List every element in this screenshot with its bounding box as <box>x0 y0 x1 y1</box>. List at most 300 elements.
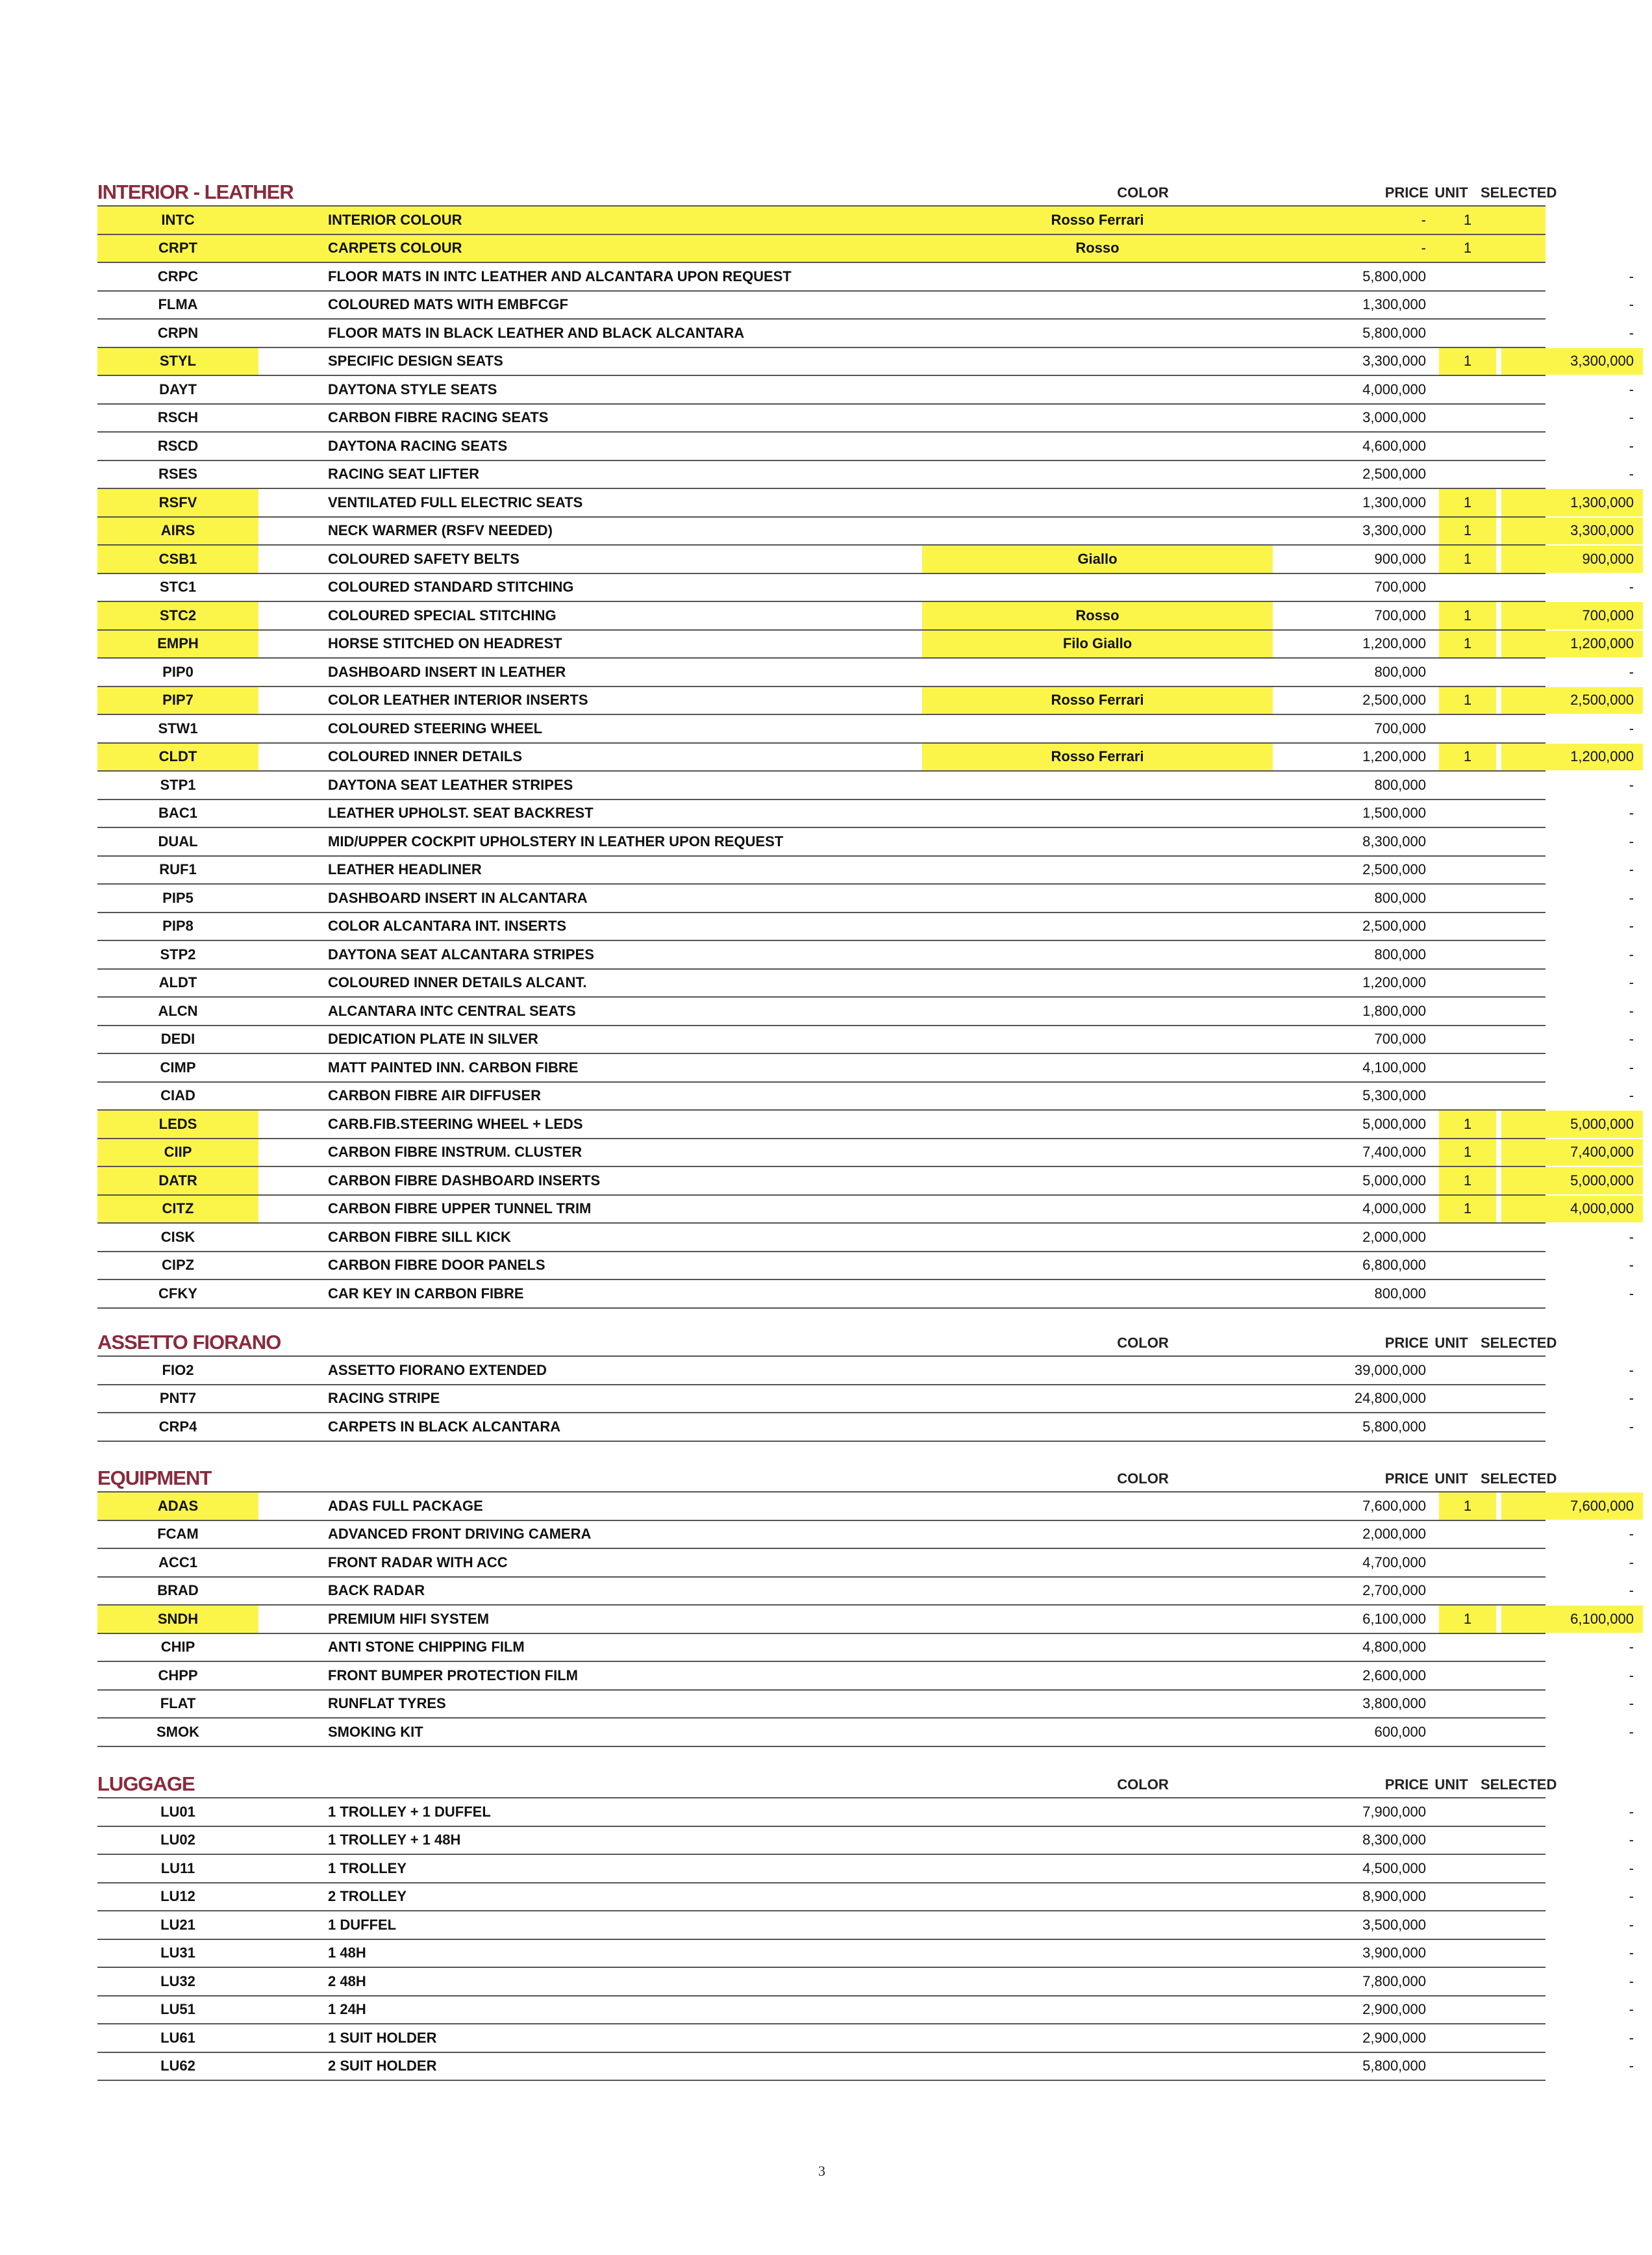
option-description: PREMIUM HIFI SYSTEM <box>328 1610 490 1627</box>
option-color <box>922 828 1273 855</box>
option-color <box>922 1549 1273 1576</box>
option-price: 3,900,000 <box>1362 1945 1426 1961</box>
option-selected-total: - <box>1629 1285 1634 1302</box>
option-color <box>922 1662 1273 1689</box>
option-color <box>922 1719 1273 1746</box>
option-code: LU62 <box>160 2058 195 2074</box>
option-description: COLOURED SPECIAL STITCHING <box>328 607 557 624</box>
option-description: COLOURED SAFETY BELTS <box>328 550 519 567</box>
option-selected-total: - <box>1629 1667 1634 1683</box>
option-color <box>922 1606 1273 1633</box>
option-description: CARPETS COLOUR <box>328 240 462 257</box>
option-color <box>922 2053 1273 2080</box>
option-price: 2,500,000 <box>1362 918 1426 935</box>
option-row <box>97 1222 1634 1251</box>
column-header-color: COLOR <box>1117 1776 1169 1793</box>
option-row <box>97 827 1634 855</box>
option-unit <box>1439 461 1496 488</box>
option-price: 6,800,000 <box>1362 1257 1426 1274</box>
option-color <box>922 1578 1273 1605</box>
option-code: BRAD <box>157 1582 199 1599</box>
option-selected-total <box>1501 235 1643 262</box>
option-price: 8,300,000 <box>1362 833 1426 850</box>
column-header-selected: SELECTED <box>1481 1335 1557 1351</box>
option-row <box>97 403 1634 432</box>
option-unit <box>1439 1662 1496 1689</box>
option-unit <box>1439 800 1496 827</box>
option-code: CIMP <box>160 1059 196 1076</box>
option-code: CHIP <box>160 1639 195 1656</box>
option-unit <box>1439 2024 1496 2052</box>
option-color <box>922 772 1273 799</box>
option-selected-total: - <box>1629 466 1634 483</box>
option-price: 4,000,000 <box>1362 1200 1426 1217</box>
option-code: CRP4 <box>158 1418 197 1435</box>
option-description: COLOURED INNER DETAILS <box>328 748 523 765</box>
option-price: 1,200,000 <box>1362 635 1426 652</box>
option-color <box>922 574 1273 601</box>
option-selected-total: - <box>1629 1888 1634 1905</box>
option-row <box>97 714 1634 742</box>
option-price: 6,100,000 <box>1362 1610 1426 1627</box>
option-price: 800,000 <box>1374 663 1426 680</box>
option-selected-total: - <box>1629 663 1634 680</box>
option-selected-total: - <box>1629 2001 1634 2018</box>
option-unit <box>1439 1911 1496 1939</box>
option-description: 1 TROLLEY + 1 48H <box>328 1832 461 1848</box>
column-header-color: COLOR <box>1117 1335 1169 1351</box>
option-code: PNT7 <box>159 1390 197 1407</box>
option-selected-total: - <box>1629 1639 1634 1656</box>
option-row <box>97 375 1634 403</box>
option-selected-total: - <box>1629 1859 1634 1876</box>
option-color <box>922 1252 1273 1279</box>
option-unit: 1 <box>1463 211 1472 228</box>
option-color <box>922 1026 1273 1053</box>
section-header <box>97 1769 1557 1797</box>
option-unit <box>1439 1280 1496 1307</box>
option-row <box>97 1995 1634 2024</box>
option-color <box>922 320 1273 347</box>
option-description: 2 SUIT HOLDER <box>328 2058 437 2074</box>
option-selected-total: 900,000 <box>1501 546 1643 573</box>
option-color: Giallo <box>922 546 1273 573</box>
option-table <box>97 1491 1634 1747</box>
option-unit <box>1439 1940 1496 1967</box>
option-description: COLOURED MATS WITH EMBFCGF <box>328 296 568 313</box>
option-row <box>97 1520 1634 1548</box>
option-selected-total: - <box>1629 805 1634 822</box>
option-selected-total: - <box>1629 1916 1634 1933</box>
option-price: 8,900,000 <box>1362 1888 1426 1905</box>
option-color <box>922 885 1273 912</box>
option-description: MID/UPPER COCKPIT UPHOLSTERY IN LEATHER UPON REQUEST <box>328 833 784 850</box>
option-code: STP2 <box>160 946 196 963</box>
option-row <box>97 883 1634 912</box>
option-row <box>97 347 1634 375</box>
option-row <box>97 573 1634 601</box>
option-description: ASSETTO FIORANO EXTENDED <box>328 1361 547 1378</box>
option-selected-total: - <box>1629 1695 1634 1712</box>
option-color <box>922 376 1273 403</box>
option-color <box>922 1911 1273 1939</box>
option-selected-total: - <box>1629 1582 1634 1599</box>
option-description: CAR KEY IN CARBON FIBRE <box>328 1285 524 1302</box>
option-description: 1 24H <box>328 2001 366 2018</box>
option-row <box>97 742 1634 771</box>
option-price: 700,000 <box>1374 720 1426 737</box>
option-row <box>97 262 1634 290</box>
option-description: CARBON FIBRE RACING SEATS <box>328 409 549 426</box>
option-row <box>97 1576 1634 1605</box>
option-unit <box>1439 857 1496 884</box>
option-unit: 1 <box>1439 1196 1496 1223</box>
section-header <box>97 1327 1557 1355</box>
option-unit: 1 <box>1439 744 1496 771</box>
option-selected-total: 1,200,000 <box>1501 744 1643 771</box>
option-unit <box>1439 828 1496 855</box>
option-selected-total: - <box>1629 861 1634 878</box>
option-code: LU12 <box>160 1888 195 1905</box>
option-description: 2 48H <box>328 1972 366 1989</box>
option-color <box>922 1224 1273 1251</box>
option-unit <box>1439 1968 1496 1995</box>
option-selected-total: 2,500,000 <box>1501 687 1643 714</box>
option-color <box>922 970 1273 997</box>
option-price: - <box>1421 211 1426 228</box>
option-row <box>97 1633 1634 1661</box>
option-description: CARBON FIBRE UPPER TUNNEL TRIM <box>328 1200 592 1217</box>
option-price: 700,000 <box>1374 579 1426 596</box>
option-code: CFKY <box>158 1285 197 1302</box>
option-selected-total: 5,000,000 <box>1501 1111 1643 1138</box>
option-description: INTERIOR COLOUR <box>328 211 462 228</box>
option-row <box>97 1910 1634 1939</box>
option-color <box>922 659 1273 686</box>
option-unit <box>1439 1083 1496 1110</box>
option-description: CARBON FIBRE AIR DIFFUSER <box>328 1087 541 1104</box>
option-price: - <box>1421 240 1426 257</box>
option-row <box>97 657 1634 686</box>
option-price: 4,800,000 <box>1362 1639 1426 1656</box>
option-selected-total: 5,000,000 <box>1501 1167 1643 1194</box>
option-unit <box>1439 320 1496 347</box>
option-unit <box>1439 1719 1496 1746</box>
option-price: 3,300,000 <box>1362 522 1426 539</box>
option-description: CARB.FIB.STEERING WHEEL + LEDS <box>328 1115 583 1132</box>
option-description: DASHBOARD INSERT IN ALCANTARA <box>328 889 588 906</box>
option-price: 800,000 <box>1374 946 1426 963</box>
option-unit <box>1439 1026 1496 1053</box>
option-description: COLOR ALCANTARA INT. INSERTS <box>328 918 567 935</box>
option-color <box>922 1997 1273 2024</box>
option-price: 7,900,000 <box>1362 1803 1426 1820</box>
option-code: DATR <box>97 1167 258 1194</box>
option-unit <box>1439 1413 1496 1441</box>
option-row <box>97 1138 1634 1166</box>
option-row <box>97 770 1634 799</box>
option-color <box>922 1139 1273 1166</box>
option-color <box>922 1521 1273 1548</box>
option-price: 800,000 <box>1374 889 1426 906</box>
option-selected-total: - <box>1629 833 1634 850</box>
option-code: AIRS <box>97 518 258 545</box>
option-description: SMOKING KIT <box>328 1723 423 1740</box>
option-row <box>97 1854 1634 1882</box>
section-assetto-fiorano <box>97 1327 1634 1442</box>
option-unit <box>1439 1827 1496 1854</box>
option-selected-total: 3,300,000 <box>1501 518 1643 545</box>
option-description: ALCANTARA INTC CENTRAL SEATS <box>328 1002 576 1019</box>
option-description: COLOURED STANDARD STITCHING <box>328 579 574 596</box>
option-selected-total: - <box>1629 2058 1634 2074</box>
option-selected-total: - <box>1629 1390 1634 1407</box>
option-table <box>97 1797 1634 2081</box>
option-selected-total: - <box>1629 918 1634 935</box>
option-row <box>97 516 1634 545</box>
option-row <box>97 1355 1634 1384</box>
option-code: LU32 <box>160 1972 195 1989</box>
option-unit <box>1439 1798 1496 1826</box>
column-header-selected: SELECTED <box>1481 1470 1557 1487</box>
option-row <box>97 996 1634 1025</box>
option-unit <box>1439 1054 1496 1081</box>
option-description: CARBON FIBRE DOOR PANELS <box>328 1257 545 1274</box>
option-color <box>922 1827 1273 1854</box>
option-price: 2,000,000 <box>1362 1228 1426 1245</box>
option-selected-total: 1,300,000 <box>1501 489 1643 516</box>
option-price: 1,300,000 <box>1362 296 1426 313</box>
option-price: 3,000,000 <box>1362 409 1426 426</box>
option-selected-total: - <box>1629 1832 1634 1848</box>
option-row <box>97 1109 1634 1138</box>
option-selected-total: - <box>1629 324 1634 341</box>
option-row <box>97 1797 1634 1826</box>
option-color <box>922 1493 1273 1520</box>
option-price: 4,000,000 <box>1362 381 1426 397</box>
option-price: 3,300,000 <box>1362 353 1426 370</box>
option-code: ADAS <box>97 1493 258 1520</box>
option-color <box>922 913 1273 940</box>
option-code: LU51 <box>160 2001 195 2018</box>
option-code: EMPH <box>97 631 258 658</box>
option-code: RSES <box>158 466 197 483</box>
option-color <box>922 1855 1273 1882</box>
option-price: 2,700,000 <box>1362 1582 1426 1599</box>
option-row <box>97 2023 1634 2052</box>
section-equipment <box>97 1463 1634 1747</box>
option-row <box>97 1661 1634 1689</box>
option-row <box>97 1384 1634 1413</box>
option-price: 2,000,000 <box>1362 1526 1426 1543</box>
option-unit <box>1439 659 1496 686</box>
option-price: 1,500,000 <box>1362 805 1426 822</box>
option-code: SNDH <box>97 1606 258 1633</box>
option-price: 2,600,000 <box>1362 1667 1426 1683</box>
option-row <box>97 431 1634 460</box>
option-selected-total: 3,300,000 <box>1501 348 1643 375</box>
option-row <box>97 968 1634 997</box>
option-code: DUAL <box>158 833 198 850</box>
option-unit <box>1439 1549 1496 1576</box>
option-color <box>922 857 1273 884</box>
option-unit: 1 <box>1439 546 1496 573</box>
option-price: 39,000,000 <box>1354 1361 1426 1378</box>
option-code: CISK <box>160 1228 195 1245</box>
option-code: LEDS <box>97 1111 258 1138</box>
option-color <box>922 1968 1273 1995</box>
option-code: ALDT <box>158 974 197 991</box>
option-description: RACING SEAT LIFTER <box>328 466 480 483</box>
section-header <box>97 177 1557 205</box>
option-row <box>97 1053 1634 1081</box>
option-row <box>97 629 1634 658</box>
option-selected-total: - <box>1629 1723 1634 1740</box>
column-header-price: PRICE <box>1384 1335 1429 1351</box>
option-color: Rosso <box>922 602 1273 629</box>
option-code: BAC1 <box>158 805 197 822</box>
section-title: LUGGAGE <box>97 1772 195 1795</box>
option-color: Rosso <box>1075 240 1120 257</box>
option-code: LU21 <box>160 1916 195 1933</box>
page-number: 3 <box>818 2163 825 2179</box>
option-code: RSCH <box>157 409 199 426</box>
option-row <box>97 1717 1634 1746</box>
option-unit: 1 <box>1463 240 1472 257</box>
option-price: 24,800,000 <box>1354 1390 1426 1407</box>
option-price: 8,300,000 <box>1362 1832 1426 1848</box>
option-unit <box>1439 941 1496 968</box>
option-row <box>97 1251 1634 1279</box>
option-color <box>922 1798 1273 1826</box>
option-code: STW1 <box>158 720 198 737</box>
option-row <box>97 1081 1634 1110</box>
option-description: FLOOR MATS IN BLACK LEATHER AND BLACK ALCANTARA <box>328 324 745 341</box>
option-price: 1,300,000 <box>1362 494 1426 510</box>
option-color: Rosso Ferrari <box>922 744 1273 771</box>
option-unit <box>1439 998 1496 1025</box>
option-color <box>922 292 1273 319</box>
option-selected-total: - <box>1629 1087 1634 1104</box>
option-price: 5,800,000 <box>1362 324 1426 341</box>
option-price: 5,800,000 <box>1362 2058 1426 2074</box>
option-unit <box>1439 1997 1496 2024</box>
option-selected-total: 7,600,000 <box>1501 1493 1643 1520</box>
option-code: CRPN <box>157 324 199 341</box>
option-row <box>97 205 1546 234</box>
column-header-price: PRICE <box>1384 1470 1429 1487</box>
option-price: 2,500,000 <box>1362 861 1426 878</box>
option-row <box>97 1689 1634 1718</box>
column-header-unit: UNIT <box>1434 184 1468 201</box>
option-color <box>922 1083 1273 1110</box>
option-unit <box>1439 405 1496 432</box>
option-price: 5,000,000 <box>1362 1115 1426 1132</box>
option-price: 4,500,000 <box>1362 1859 1426 1876</box>
option-price: 5,800,000 <box>1362 268 1426 284</box>
option-unit: 1 <box>1439 1167 1496 1194</box>
option-code: ACC1 <box>158 1554 197 1570</box>
option-color: Rosso Ferrari <box>1051 211 1144 228</box>
option-color <box>922 1413 1273 1441</box>
option-code: CHPP <box>158 1667 198 1683</box>
option-code: PIP7 <box>97 687 258 714</box>
option-description: BACK RADAR <box>328 1582 425 1599</box>
option-row <box>97 855 1634 884</box>
option-price: 3,500,000 <box>1362 1916 1426 1933</box>
option-code: DEDI <box>160 1031 195 1048</box>
option-color <box>922 433 1273 460</box>
option-description: 1 TROLLEY <box>328 1859 407 1876</box>
option-row <box>97 2052 1634 2080</box>
option-unit <box>1439 970 1496 997</box>
option-code: LU02 <box>160 1832 195 1848</box>
option-price: 5,800,000 <box>1362 1418 1426 1435</box>
column-header-price: PRICE <box>1384 184 1429 201</box>
column-header-unit: UNIT <box>1434 1335 1468 1351</box>
option-price: 800,000 <box>1374 1285 1426 1302</box>
option-selected-total: - <box>1629 1059 1634 1076</box>
option-selected-total: - <box>1629 1361 1634 1378</box>
option-color <box>922 1691 1273 1718</box>
option-color <box>922 518 1273 545</box>
option-selected-total: - <box>1629 1972 1634 1989</box>
option-price: 5,000,000 <box>1362 1172 1426 1189</box>
option-code: CITZ <box>97 1196 258 1223</box>
option-selected-total: - <box>1629 1418 1634 1435</box>
option-unit <box>1439 574 1496 601</box>
option-color <box>922 1054 1273 1081</box>
option-color <box>922 348 1273 375</box>
option-code: STC1 <box>159 579 197 596</box>
option-description: 2 TROLLEY <box>328 1888 407 1905</box>
option-price: 2,500,000 <box>1362 692 1426 709</box>
option-unit <box>1439 376 1496 403</box>
option-code: CRPT <box>158 240 197 257</box>
option-row <box>97 1194 1634 1223</box>
option-description: RACING STRIPE <box>328 1390 440 1407</box>
option-color <box>922 800 1273 827</box>
option-description: HORSE STITCHED ON HEADREST <box>328 635 562 652</box>
option-unit: 1 <box>1439 687 1496 714</box>
option-description: VENTILATED FULL ELECTRIC SEATS <box>328 494 583 510</box>
option-unit <box>1439 1385 1496 1413</box>
option-selected-total: 1,200,000 <box>1501 631 1643 658</box>
option-selected-total: - <box>1629 1257 1634 1274</box>
option-price: 7,800,000 <box>1362 1972 1426 1989</box>
option-selected-total: - <box>1629 268 1634 284</box>
option-description: ADVANCED FRONT DRIVING CAMERA <box>328 1526 592 1543</box>
option-price: 700,000 <box>1374 1031 1426 1048</box>
option-code: PIP8 <box>162 918 194 935</box>
option-code: ALCN <box>158 1002 198 1019</box>
option-row <box>97 1882 1634 1911</box>
option-description: DEDICATION PLATE IN SILVER <box>328 1031 538 1048</box>
option-description: CARBON FIBRE DASHBOARD INSERTS <box>328 1172 601 1189</box>
option-code: LU01 <box>160 1803 195 1820</box>
option-unit <box>1439 292 1496 319</box>
option-row <box>97 799 1634 827</box>
option-code: STYL <box>97 348 258 375</box>
option-price: 1,200,000 <box>1362 974 1426 991</box>
option-description: MATT PAINTED INN. CARBON FIBRE <box>328 1059 579 1076</box>
option-description: SPECIFIC DESIGN SEATS <box>328 353 503 370</box>
option-color <box>922 263 1273 290</box>
option-unit <box>1439 2053 1496 2080</box>
option-row <box>97 318 1634 347</box>
column-header-color: COLOR <box>1117 1470 1169 1487</box>
option-description: FRONT BUMPER PROTECTION FILM <box>328 1667 578 1683</box>
